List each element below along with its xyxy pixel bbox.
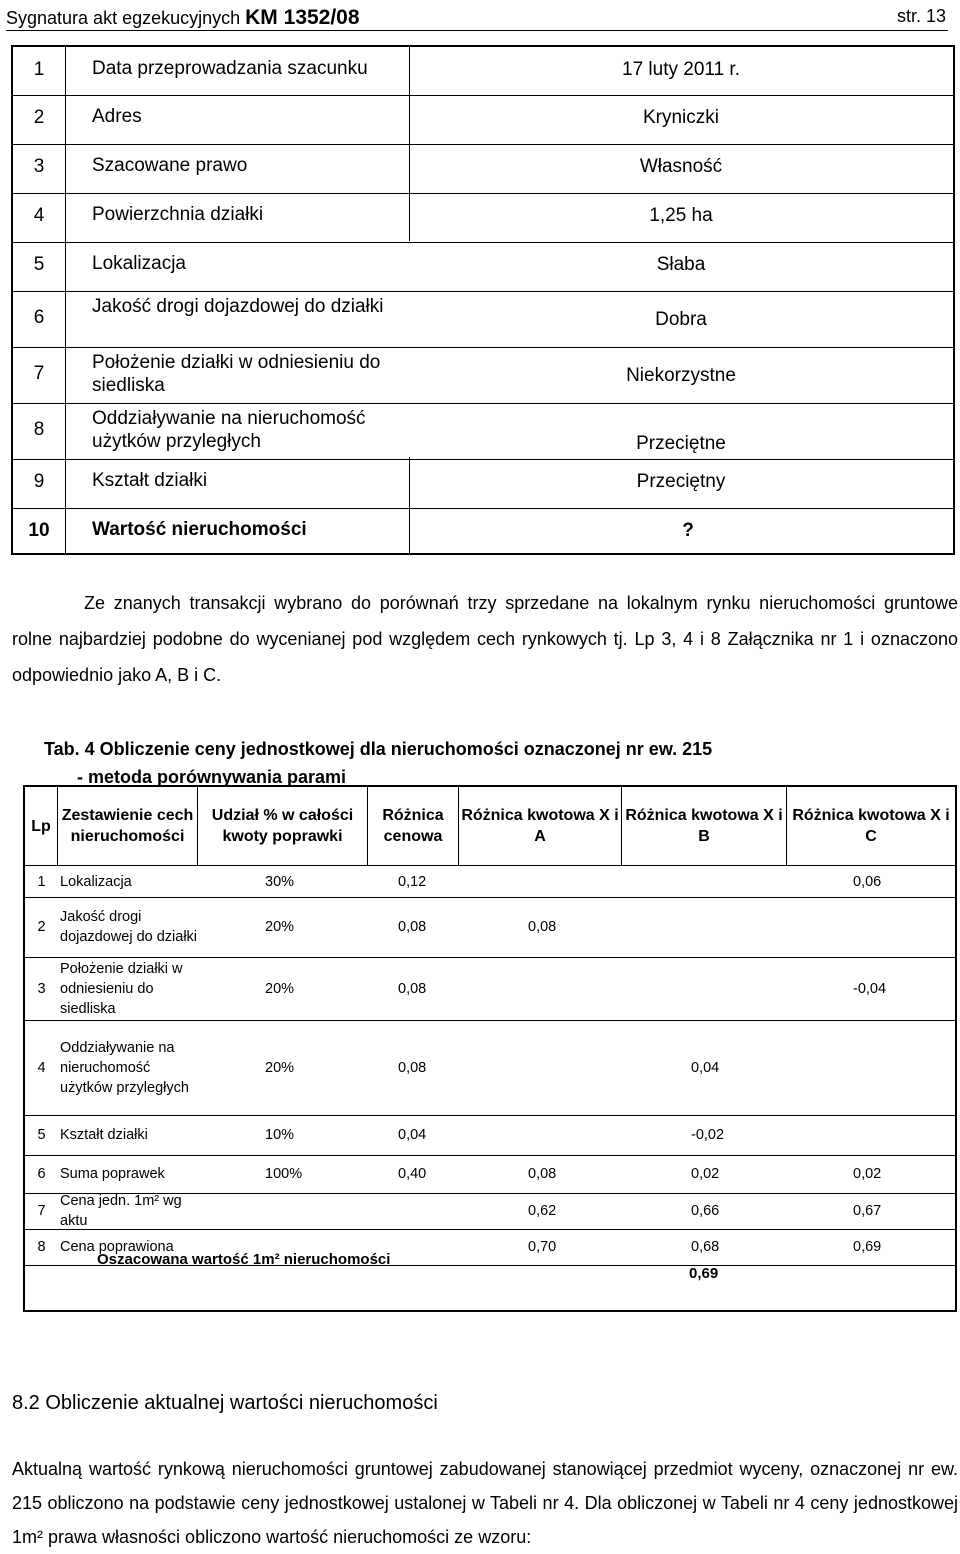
cell-share: 20% <box>265 1059 295 1076</box>
cell-a: 0,62 <box>528 1203 557 1219</box>
property-value: 1,25 ha <box>649 205 713 226</box>
cell-share: 20% <box>265 919 295 935</box>
property-number: 9 <box>33 471 45 492</box>
property-row <box>13 47 953 96</box>
comparison-table <box>23 785 957 1312</box>
cell-share: 30% <box>265 873 295 890</box>
property-label: Oddziaływanie na nieruchomość użytków przyległych <box>92 408 366 452</box>
property-label: Kształt działki <box>92 470 208 491</box>
table-header-row <box>25 787 955 866</box>
property-label: Szacowane prawo <box>92 155 248 176</box>
cell-b: 0,68 <box>691 1239 720 1255</box>
table-row <box>25 1193 955 1230</box>
cell-c: 0,06 <box>853 873 882 890</box>
property-label: Data przeprowadzania szacunku <box>92 58 368 79</box>
property-row <box>13 508 953 557</box>
property-number: 4 <box>33 205 45 226</box>
property-label: Powierzchnia działki <box>92 204 264 225</box>
cell-c: 0,67 <box>853 1203 882 1219</box>
property-row <box>13 291 953 348</box>
property-label: Wartość nieruchomości <box>92 519 307 540</box>
table-row <box>25 957 955 1021</box>
cell-n: 3 <box>37 980 46 997</box>
cell-name: Cena poprawiona <box>60 1239 174 1255</box>
property-value: Dobra <box>655 309 707 330</box>
summary-value: 0,69 <box>689 1265 719 1282</box>
cell-share: 10% <box>265 1127 295 1143</box>
summary-row <box>25 1240 955 1310</box>
cell-diff: 0,12 <box>398 873 427 890</box>
cell-diff: 0,08 <box>398 919 427 935</box>
cell-b: 0,02 <box>691 1166 720 1182</box>
property-number: 1 <box>33 59 45 80</box>
cell-diff: 0,08 <box>398 1059 427 1076</box>
property-number: 3 <box>33 156 45 177</box>
property-number: 10 <box>28 520 50 541</box>
cell-diff: 0,40 <box>398 1166 427 1182</box>
cell-n: 4 <box>37 1059 46 1076</box>
col-header-diff-a: Różnica kwotowa X i A <box>459 787 622 865</box>
property-label: Jakość drogi dojazdowej do działki <box>92 296 384 317</box>
cell-name: Jakość drogi dojazdowej do działki <box>60 909 198 945</box>
cell-c: 0,69 <box>853 1239 882 1255</box>
intro-paragraph: Ze znanych transakcji wybrano do porównań trzy sprzedane na lokalnym rynku nieruchomości gruntowe rolne najbardziej podobne do wycenianej pod względem cech rynkowych tj. Lp 3, 4 i 8 Załącznika nr 1 i oznaczono odpowiednio jako A, B i C. <box>12 593 958 685</box>
col-header-diff-b: Różnica kwotowa X i B <box>622 787 787 865</box>
cell-n: 1 <box>37 873 46 890</box>
cell-a: 0,08 <box>528 919 557 935</box>
cell-n: 2 <box>37 919 46 935</box>
property-row <box>13 403 953 460</box>
col-header-price-diff: Różnica cenowa <box>368 787 459 865</box>
table-row <box>25 866 955 898</box>
table-title: Tab. 4 Obliczenie ceny jednostkowej dla nieruchomości oznaczonej nr ew. 215 - metoda porównywania parami <box>44 739 713 787</box>
cell-name: Lokalizacja <box>60 873 132 890</box>
property-value: Własność <box>639 156 723 177</box>
cell-diff: 0,08 <box>398 980 427 997</box>
property-row <box>13 193 953 243</box>
property-value: Słaba <box>656 254 706 275</box>
cell-a: 0,70 <box>528 1239 557 1255</box>
property-row <box>13 459 953 509</box>
property-value: Przeciętny <box>636 471 726 492</box>
property-value: Kryniczki <box>642 107 719 128</box>
cell-c: 0,02 <box>853 1166 882 1182</box>
property-row <box>13 242 953 292</box>
cell-b: 0,66 <box>691 1203 720 1219</box>
case-signature: Sygnatura akt egzekucyjnych KM 1352/08 <box>6 6 360 29</box>
table-row <box>25 1020 955 1116</box>
cell-a: 0,08 <box>528 1166 557 1182</box>
page-header <box>6 4 948 31</box>
property-number: 2 <box>33 107 45 128</box>
property-number: 7 <box>33 363 45 384</box>
col-header-features: Zestawienie cech nieruchomości <box>58 787 198 865</box>
property-label: Położenie działki w odniesieniu do siedliska <box>92 352 381 396</box>
summary-label: Oszacowana wartość 1m² nieruchomości <box>97 1251 391 1268</box>
signature-number: KM 1352/08 <box>245 6 360 29</box>
cell-n: 6 <box>37 1166 46 1182</box>
property-label: Adres <box>92 106 142 127</box>
property-row <box>13 144 953 194</box>
cell-n: 5 <box>37 1127 46 1143</box>
cell-diff: 0,04 <box>398 1127 427 1143</box>
table-row <box>25 897 955 958</box>
table-row <box>25 1155 955 1194</box>
property-number: 8 <box>33 419 45 440</box>
cell-share: 100% <box>265 1166 303 1182</box>
property-label: Lokalizacja <box>92 253 186 274</box>
property-row <box>13 347 953 404</box>
cell-n: 7 <box>37 1203 46 1219</box>
col-header-diff-c: Różnica kwotowa X i C <box>792 807 950 845</box>
property-value: ? <box>682 520 694 541</box>
cell-b: -0,02 <box>691 1127 725 1143</box>
cell-share: 20% <box>265 980 295 997</box>
page-number: str. 13 <box>896 6 946 26</box>
col-header-share: Udział % w całości kwoty poprawki <box>198 787 368 865</box>
property-number: 5 <box>33 254 45 275</box>
cell-name: Położenie działki w odniesieniu do siedliska <box>60 960 183 1017</box>
cell-name: Oddziaływanie na nieruchomość użytków przyległych <box>60 1039 189 1096</box>
table-row <box>25 1115 955 1156</box>
cell-name: Cena jedn. 1m² wg aktu <box>60 1193 182 1229</box>
property-table <box>11 45 955 555</box>
property-value: Niekorzystne <box>626 365 736 386</box>
body-paragraph: Aktualną wartość rynkową nieruchomości gruntowej zabudowanej stanowiącej przedmiot wyceny, oznaczonej nr ew. 215 obliczono na podstawie ceny jednostkowej ustalonej w Tabeli nr 4. Dla obliczonej w Tabeli nr 4 ceny jednostkowej 1m² prawa własności obliczono wartość nieruchomości ze wzoru: <box>12 1459 958 1547</box>
cell-name: Kształt działki <box>60 1127 148 1143</box>
property-value: 17 luty 2011 r. <box>622 59 740 80</box>
cell-c: -0,04 <box>853 980 887 997</box>
cell-b: 0,04 <box>691 1059 720 1076</box>
cell-n: 8 <box>37 1239 46 1255</box>
property-row <box>13 95 953 145</box>
col-header-lp: Lp <box>25 787 58 865</box>
section-title: 8.2 Obliczenie aktualnej wartości nieruchomości <box>12 1392 438 1414</box>
property-value: Przeciętne <box>636 433 726 454</box>
cell-name: Suma poprawek <box>60 1166 165 1182</box>
property-number: 6 <box>33 307 45 328</box>
